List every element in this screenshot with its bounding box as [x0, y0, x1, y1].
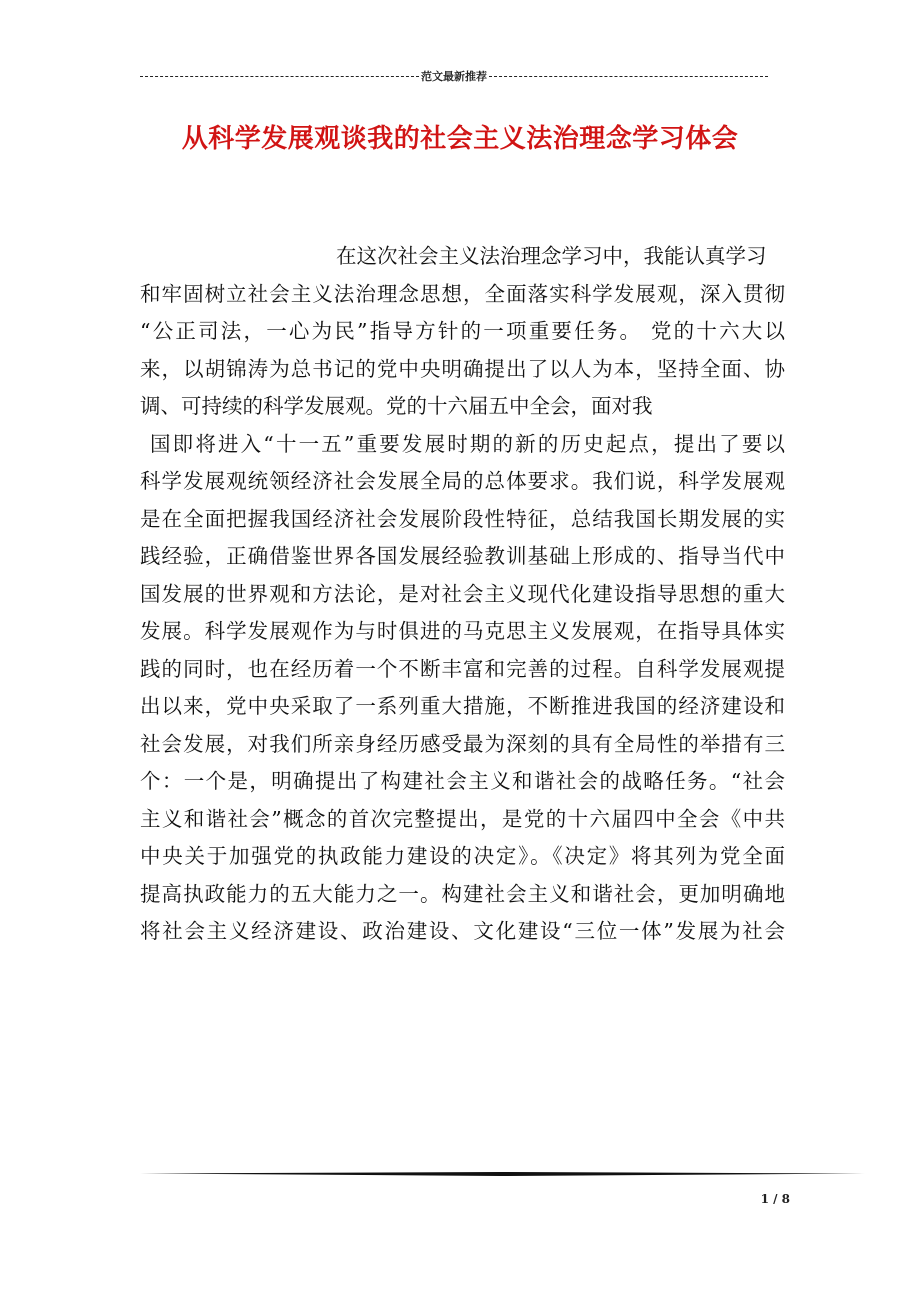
body-line: “公正司法，一心为民”指导方针的一项重要任务。 党的十六大以 [140, 319, 785, 343]
body-line: 是在全面把握我国经济社会发展阶段性特征，总结我国长期发展的实 [140, 506, 785, 531]
document-body [140, 238, 785, 951]
body-line: 在这次社会主义法治理念学习中，我能认真学习 [336, 244, 767, 268]
footer-rule [140, 1172, 865, 1176]
header-bar [140, 68, 768, 84]
body-line: 践的同时，也在经历着一个不断丰富和完善的过程。自科学发展观提 [140, 656, 785, 681]
body-line: 科学发展观统领经济社会发展全局的总体要求。我们说，科学发展观 [140, 469, 785, 493]
body-line: 出以来，党中央采取了一系列重大措施，不断推进我国的经济建设和 [140, 694, 785, 718]
document-title: 从科学发展观谈我的社会主义法治理念学习体会 [181, 124, 739, 154]
body-line: 调、可持续的科学发展观。党的十六届五中全会，面对我 [140, 394, 653, 418]
body-line: 主义和谐社会”概念的首次完整提出，是党的十六届四中全会《中共 [140, 806, 785, 831]
body-line: 来，以胡锦涛为总书记的党中央明确提出了以人为本，坚持全面、协 [140, 356, 785, 381]
body-line: 践经验，正确借鉴世界各国发展经验教训基础上形成的、指导当代中 [140, 544, 785, 568]
body-line: 提高执政能力的五大能力之一。构建社会主义和谐社会，更加明确地 [140, 881, 785, 906]
body-line: 社会发展，对我们所亲身经历感受最为深刻的具有全局性的举措有三 [140, 731, 785, 756]
header-dash-left [140, 76, 419, 77]
header-dash-right [489, 76, 768, 77]
body-line: 国发展的世界观和方法论，是对社会主义现代化建设指导思想的重大 [140, 581, 785, 606]
header-label: 范文最新推荐 [421, 70, 487, 83]
body-line: 将社会主义经济建设、政治建设、文化建设“三位一体”发展为社会 [140, 919, 785, 943]
page-number: 1 / 8 [760, 1192, 790, 1206]
body-line: 发展。科学发展观作为与时俱进的马克思主义发展观，在指导具体实 [140, 619, 785, 643]
body-line: 中央关于加强党的执政能力建设的决定》。《决定》将其列为党全面 [140, 844, 785, 868]
body-line: 和牢固树立社会主义法治理念思想，全面落实科学发展观，深入贯彻 [140, 281, 785, 306]
body-line: 国即将进入“十一五”重要发展时期的新的历史起点，提出了要以 [150, 431, 785, 456]
body-line: 个：一个是，明确提出了构建社会主义和谐社会的战略任务。“社会 [140, 769, 785, 793]
